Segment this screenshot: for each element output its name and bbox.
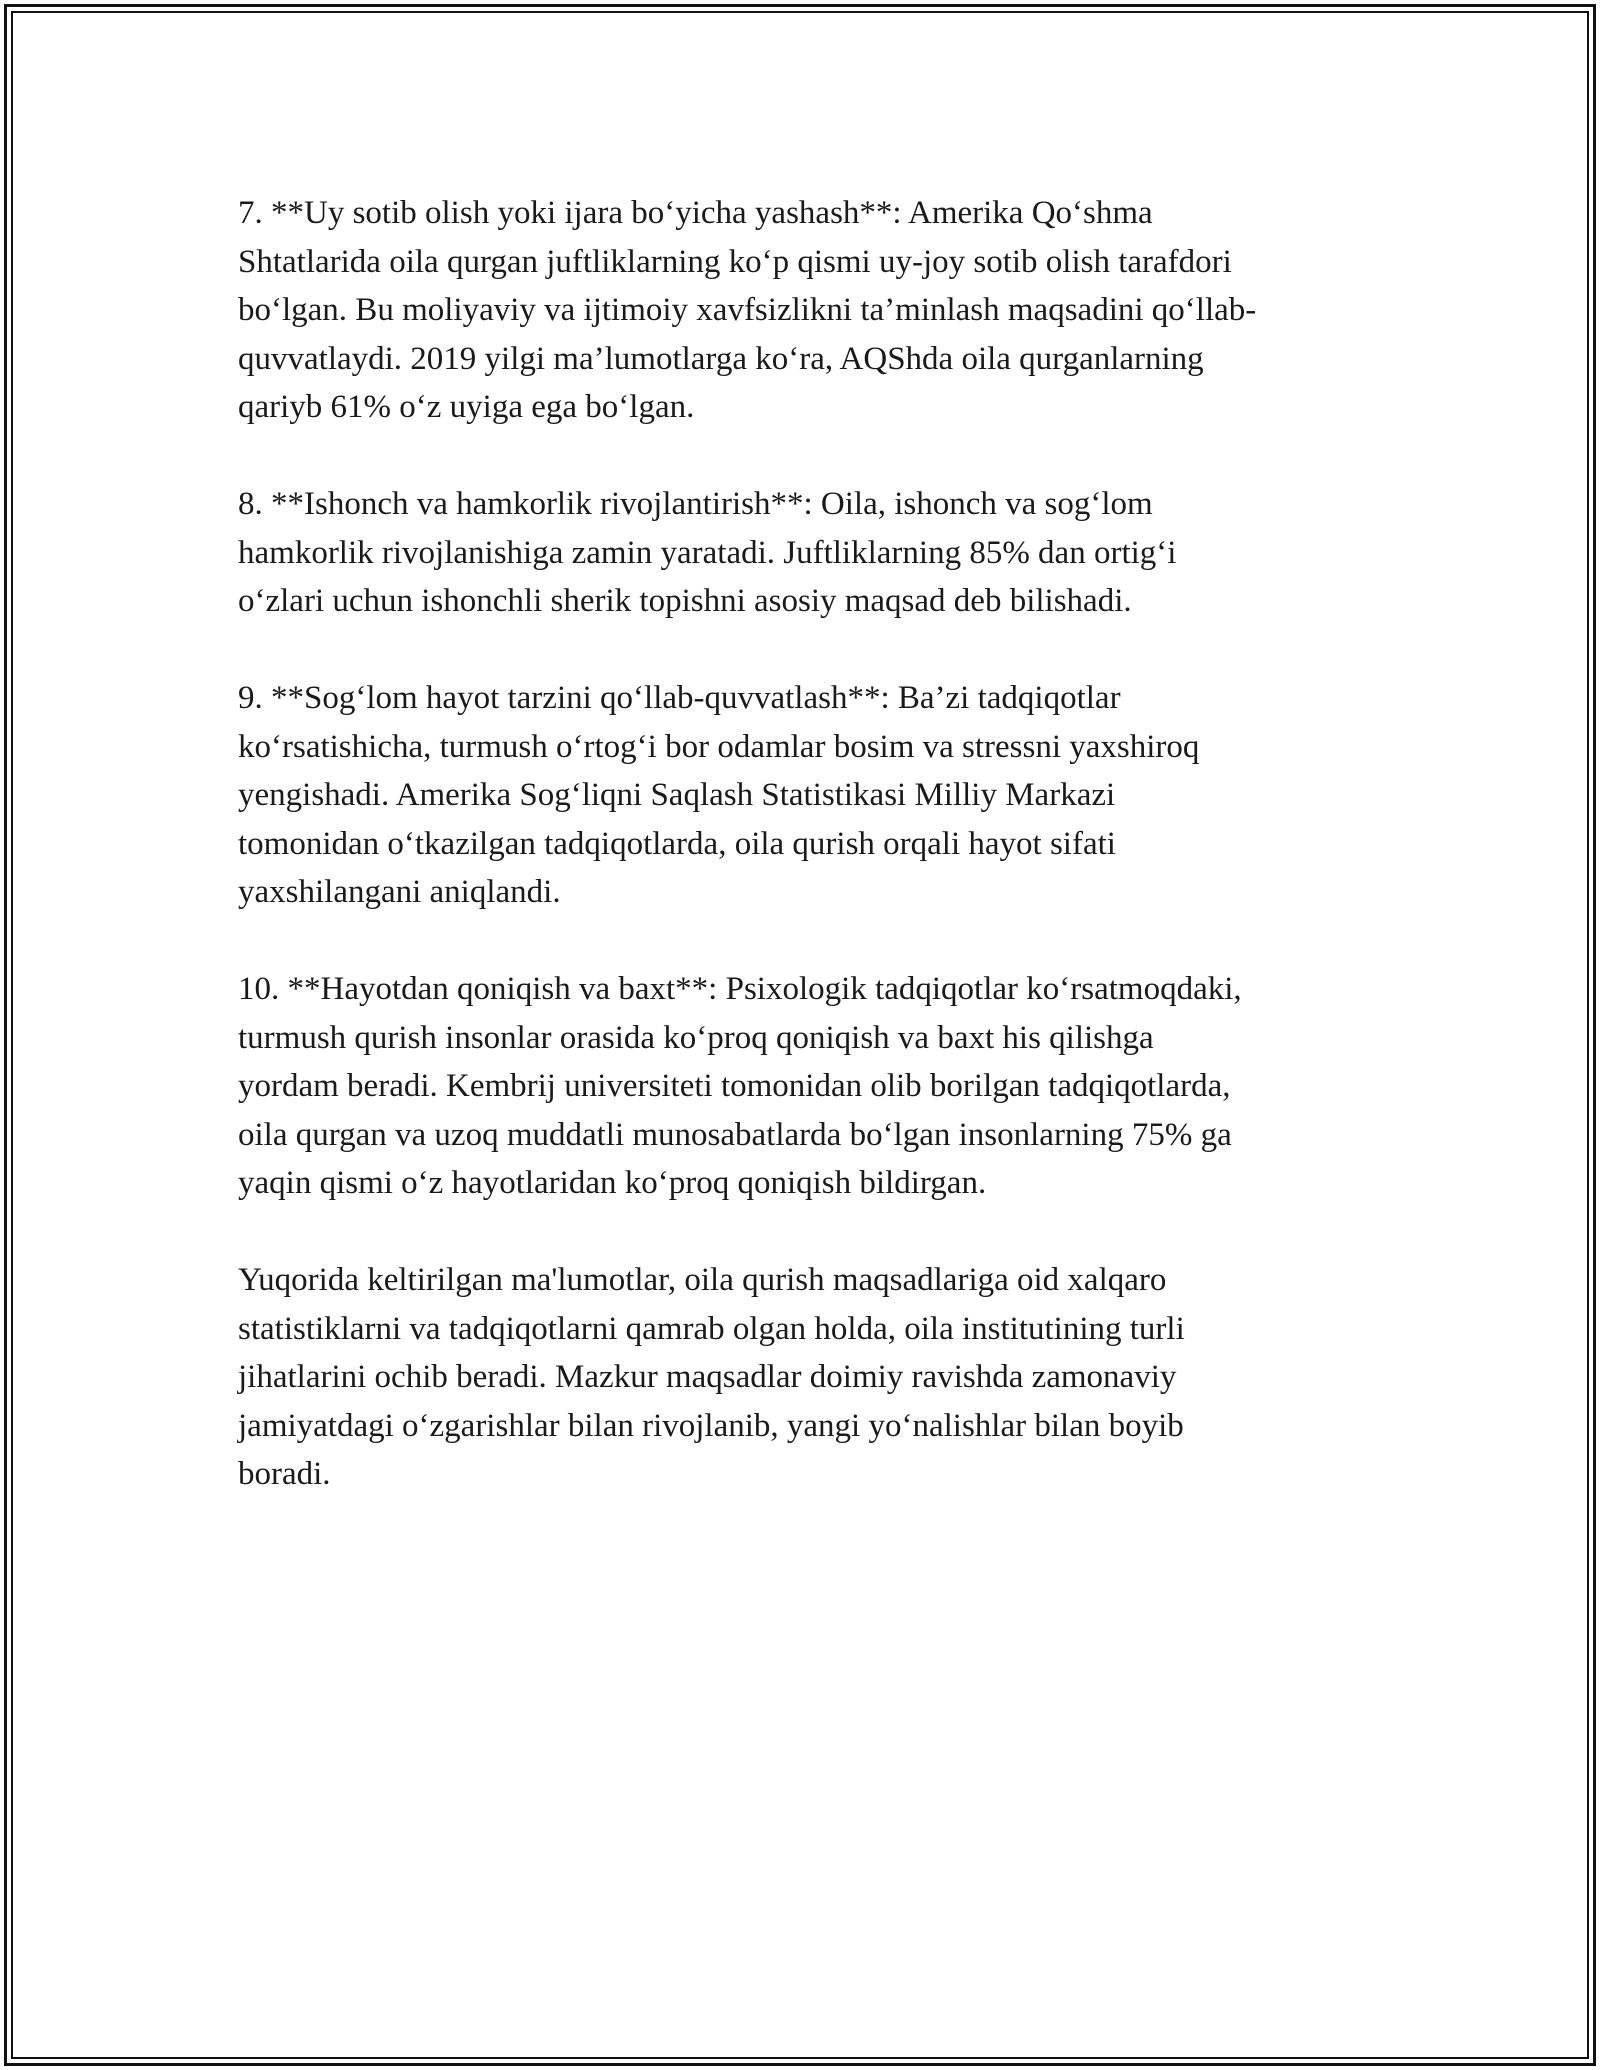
paragraph-item-10: 10. **Hayotdan qoniqish va baxt**: Psixologik tadqiqotlar ko‘rsatmoqdaki, turmush qurish insonlar orasida ko‘proq qoniqish va baxt his qilishga yordam beradi. Kembrij universiteti tomonidan olib borilgan tadqiqotlarda, oila qurgan va uzoq muddatli munosabatlarda bo‘lgan insonlarning 75% ga yaqin qismi o‘z hayotlaridan ko‘proq qoniqish bildirgan.	[238, 971, 1242, 1201]
page-border-outer	[4, 4, 1596, 2066]
paragraph-conclusion: Yuqorida keltirilgan ma'lumotlar, oila qurish maqsadlariga oid xalqaro statistiklarni va tadqiqotlarni qamrab olgan holda, oila institutining turli jihatlarini ochib beradi. Mazkur maqsadlar doimiy ravishda zamonaviy jamiyatdagi o‘zgarishlar bilan rivojlanib, yangi yo‘nalishlar bilan boyib boradi.	[238, 1262, 1185, 1492]
paragraph-item-9: 9. **Sog‘lom hayot tarzini qo‘llab-quvvatlash**: Ba’zi tadqiqotlar ko‘rsatishicha, turmush o‘rtog‘i bor odamlar bosim va stressni yaxshiroq yengishadi. Amerika Sog‘liqni Saqlash Statistikasi Milliy Markazi tomonidan o‘tkazilgan tadqiqotlarda, oila qurish orqali hayot sifati yaxshilangani aniqlandi.	[238, 680, 1200, 910]
paragraph-item-7: 7. **Uy sotib olish yoki ijara bo‘yicha yashash**: Amerika Qo‘shma Shtatlarida oila qurgan juftliklarning ko‘p qismi uy-joy sotib olish tarafdori bo‘lgan. Bu moliyaviy va ijtimoiy xavfsizlikni ta’minlash maqsadini qo‘llab- quvvatlaydi. 2019 yilgi ma’lumotlarga ko‘ra, AQShda oila qurganlarning qariyb 61% o‘z uyiga ega bo‘lgan.	[238, 195, 1257, 425]
page-border-inner	[11, 11, 1589, 2059]
document-body	[238, 189, 1388, 1547]
paragraph-item-8: 8. **Ishonch va hamkorlik rivojlantirish**: Oila, ishonch va sog‘lom hamkorlik rivojlanishiga zamin yaratadi. Juftliklarning 85% dan ortig‘i o‘zlari uchun ishonchli sherik topishni asosiy maqsad deb bilishadi.	[238, 486, 1177, 619]
